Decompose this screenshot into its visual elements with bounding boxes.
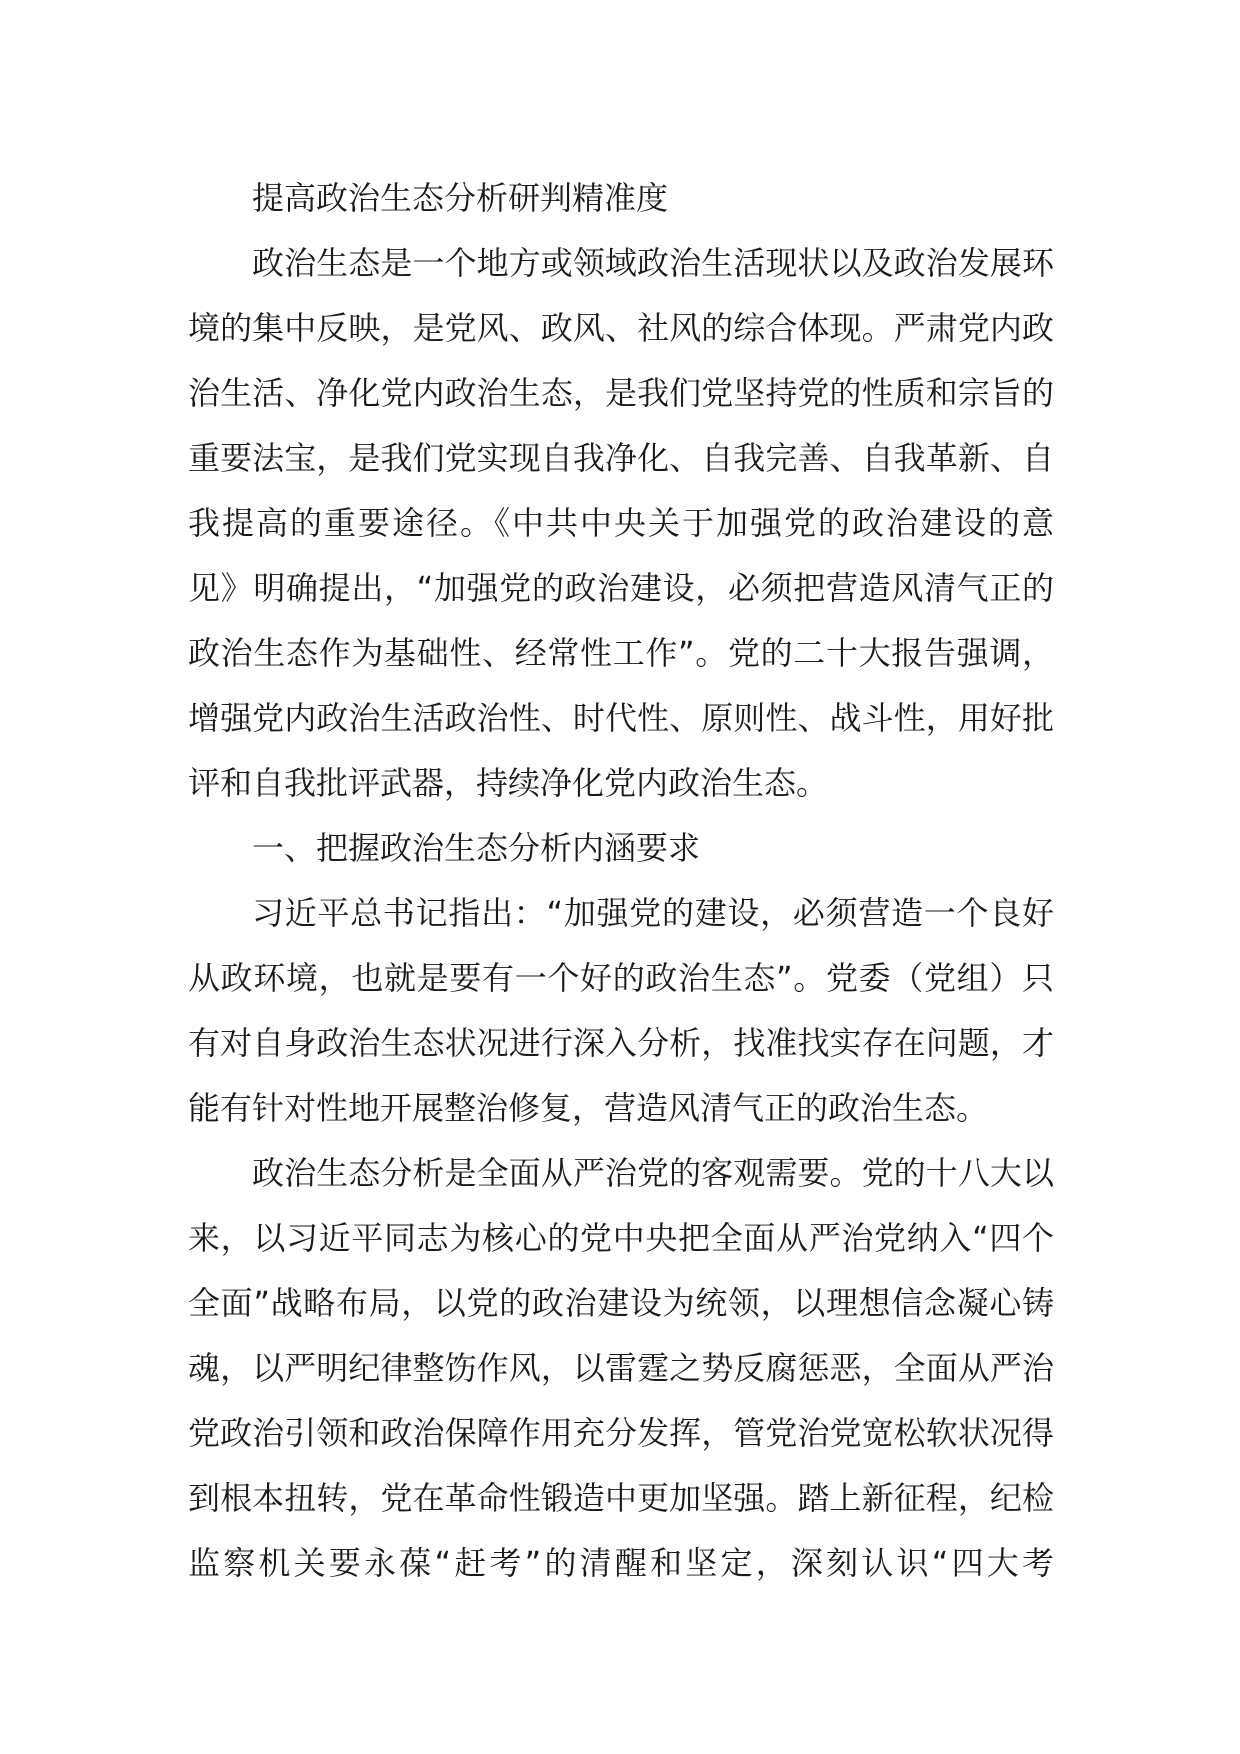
paragraph-line: 有对自身政治生态状况进行深入分析，找准找实存在问题，才 bbox=[188, 1024, 1054, 1062]
paragraph-line: 能有针对性地开展整治修复，营造风清气正的政治生态。 bbox=[188, 1089, 989, 1127]
paragraph-line: 从政环境，也就是要有一个好的政治生态”。党委（党组）只 bbox=[188, 959, 1054, 997]
paragraph-line: 评和自我批评武器，持续净化党内政治生态。 bbox=[188, 764, 829, 802]
document-page bbox=[188, 166, 1054, 1596]
paragraph-line: 党政治引领和政治保障作用充分发挥，管党治党宽松软状况得 bbox=[188, 1414, 1054, 1452]
paragraph-line: 来，以习近平同志为核心的党中央把全面从严治党纳入“四个 bbox=[188, 1219, 1054, 1257]
paragraph-line: 治生活、净化党内政治生态，是我们党坚持党的性质和宗旨的 bbox=[188, 374, 1054, 412]
paragraph-line: 政治生态分析是全面从严治党的客观需要。党的十八大以 bbox=[252, 1154, 1054, 1192]
paragraph-line: 境的集中反映，是党风、政风、社风的综合体现。严肃党内政 bbox=[188, 309, 1054, 347]
paragraph-line: 监察机关要永葆“赶考”的清醒和坚定，深刻认识“四大考 bbox=[188, 1544, 1054, 1582]
section-heading: 一、把握政治生态分析内涵要求 bbox=[252, 829, 701, 867]
paragraph-line: 政治生态是一个地方或领域政治生活现状以及政治发展环 bbox=[252, 244, 1054, 282]
paragraph-line: 增强党内政治生活政治性、时代性、原则性、战斗性，用好批 bbox=[188, 699, 1054, 737]
paragraph-line: 见》明确提出，“加强党的政治建设，必须把营造风清气正的 bbox=[188, 569, 1054, 607]
paragraph-line: 重要法宝，是我们党实现自我净化、自我完善、自我革新、自 bbox=[188, 439, 1054, 477]
paragraph-line: 魂，以严明纪律整饬作风，以雷霆之势反腐惩恶，全面从严治 bbox=[188, 1349, 1054, 1387]
paragraph-line: 我提高的重要途径。《中共中央关于加强党的政治建设的意 bbox=[188, 504, 1054, 542]
document-title: 提高政治生态分析研判精准度 bbox=[252, 179, 669, 217]
paragraph-line: 到根本扭转，党在革命性锻造中更加坚强。踏上新征程，纪检 bbox=[188, 1479, 1054, 1517]
paragraph-line: 全面”战略布局，以党的政治建设为统领，以理想信念凝心铸 bbox=[188, 1284, 1054, 1322]
paragraph-line: 政治生态作为基础性、经常性工作”。党的二十大报告强调， bbox=[188, 634, 1054, 672]
paragraph-line: 习近平总书记指出：“加强党的建设，必须营造一个良好 bbox=[252, 894, 1054, 932]
